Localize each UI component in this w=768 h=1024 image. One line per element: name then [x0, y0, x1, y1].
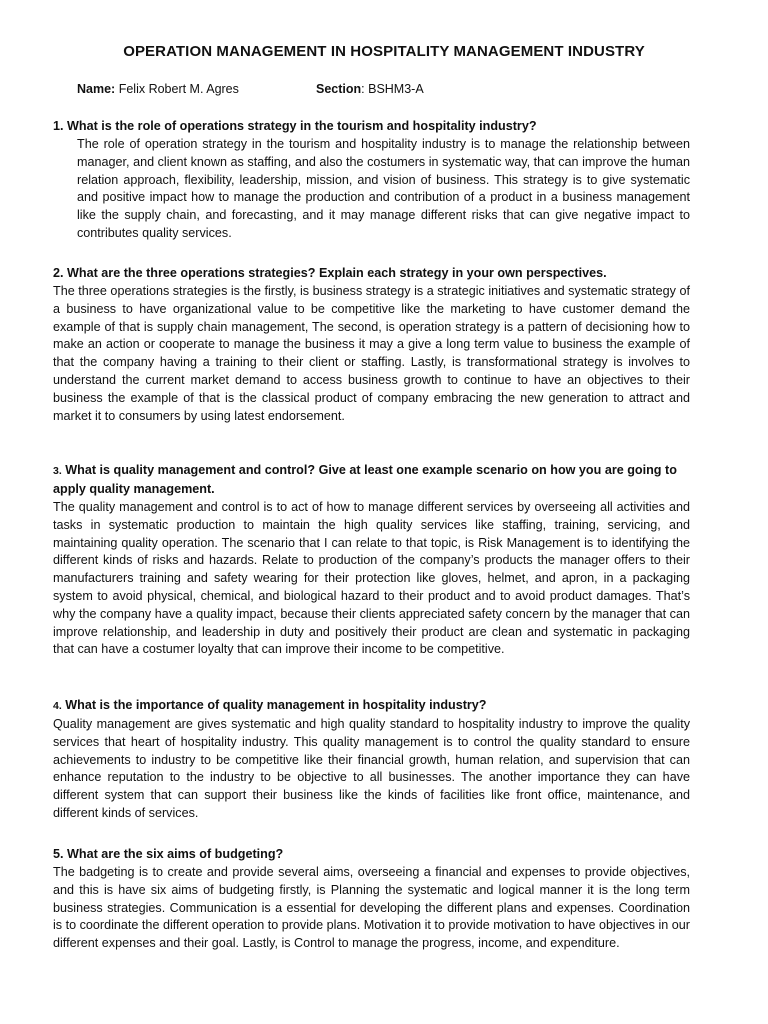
question-text: What are the six aims of budgeting?: [67, 847, 284, 861]
question-number: 3.: [53, 465, 62, 477]
section-value: : BSHM3-A: [361, 82, 424, 96]
name-value: Felix Robert M. Agres: [118, 82, 239, 96]
question-number: 5.: [53, 847, 64, 861]
answer-5: The badgeting is to create and provide several aims, overseeing a financial and expenses to provide objectives, and this is have six aims of budgeting firstly, is Planning the systematic and logical manner it is the long term business strategies. Communication is a essential for developing the different plans and expenses. Coordination is to coordinate the different operation to provide plans. Motivation it to provide motivation to have objectives in our different expenses and their goal. Lastly, is Control to manage the progress, income, and expenditure.: [53, 865, 690, 951]
answer-4: Quality management are gives systematic and high quality standard to hospitality industry to improve the quality services that heart of hospitality industry. This quality management is to control the quality standard to ensure achievements to industry to be competitive like their financial growth, human relation, and supervision that can enhance reputation to the industry to be objective to all businesses. The another importance they can have different system that can support their business like the kinds of facilities like front office, maintenance, and different kinds of services.: [53, 717, 690, 820]
question-number: 4.: [53, 700, 62, 712]
answer-1: The role of operation strategy in the tourism and hospitality industry is to manage the relationship between manager, and client known as staffing, and also the costumers in systematic way, that can improve the human relation approach, flexibility, leadership, mission, and vision of business. This strategy is to give systematic and positive impact how to manage the production and contribution of a product in a business management like the supply chain, and forecasting, and it may manage different risks that can give negative impact to contributes quality services.: [77, 137, 690, 240]
question-text: What is the importance of quality management in hospitality industry?: [65, 698, 487, 712]
question-1: [53, 117, 693, 135]
name-label: Name:: [77, 82, 116, 96]
student-name: [77, 82, 239, 96]
page-title: OPERATION MANAGEMENT IN HOSPITALITY MANAGEMENT INDUSTRY: [123, 43, 645, 60]
question-4: [53, 696, 693, 715]
question-number: 2.: [53, 266, 64, 280]
question-number: 1.: [53, 119, 64, 133]
question-text: What is quality management and control? Give at least one example scenario on how you are going to apply quality management.: [53, 463, 677, 496]
question-text: What is the role of operations strategy in the tourism and hospitality industry?: [67, 119, 537, 133]
question-5: [53, 845, 693, 863]
question-3: [53, 461, 693, 498]
student-section: [316, 82, 424, 96]
answer-3: The quality management and control is to act of how to manage different services by overseeing all activities and tasks in systematic production to maintain the high quality services like staffing, training, servicing, and maintaining quality operation. The scenario that I can relate to that topic, is Risk Management is to identifying the different kinds of risks and hazards. Relate to production of the company’s products the manager offers to their manufacturers training and safety wearing for their protection like gloves, helmet, and apron, in a packaging system to avoid physical, chemical, and biological hazard to their product and to avoid product damages. That’s why the company have a quality impact, because their clients appreciated safety concern by the manager that can improve relationship, and leadership in duty and positively their product are clean and systematic in packaging that can have a costumer loyalty that can improve their income to be competitive.: [53, 500, 690, 657]
question-text: What are the three operations strategies? Explain each strategy in your own perspectives.: [67, 266, 607, 280]
answer-2: The three operations strategies is the firstly, is business strategy is a strategic initiatives and systematic strategy of a business to have organizational value to be competitive like the marketing to have customer demand the example of that is supply chain management, The second, is operation strategy is a pattern of decisioning how to make an action or cooperate to manage the business it may a give a long term value to business the example of that the company having a training to their client or staffing. Lastly, is transformational strategy is involves to understand the current market demand to access business growth to continue to have an objectives to their business the example of that is the classical product of company embracing the new generation to attract and market it to consumers by using latest endorsement.: [53, 284, 690, 423]
question-2: [53, 264, 693, 282]
section-label: Section: [316, 82, 362, 96]
